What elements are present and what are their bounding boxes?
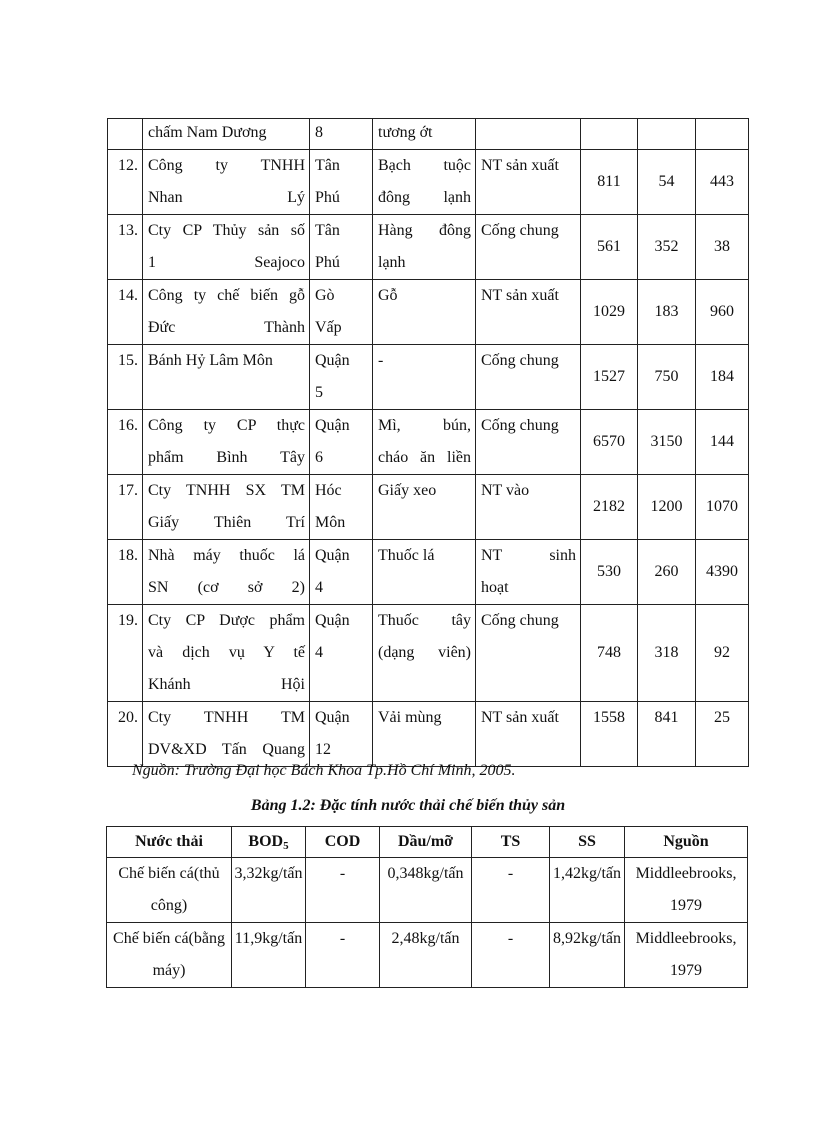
seafood-wastewater-table — [106, 826, 748, 988]
value-1: 6570 — [581, 410, 638, 475]
cell-line: , 1979 — [670, 930, 737, 979]
value-1: 561 — [581, 215, 638, 280]
ts-value: - — [472, 923, 550, 988]
cell-line: Chế biến cá — [118, 865, 194, 882]
cell-line: NT sinh — [481, 547, 576, 564]
value-3: 38 — [696, 215, 749, 280]
discharge — [476, 215, 581, 280]
cell-line: (bằng máy) — [152, 930, 225, 979]
cell-line: (thủ công) — [150, 865, 220, 914]
cell-line: SN (cơ sở 2) — [148, 579, 305, 596]
cell-line: Bánh Hỷ Lâm Môn — [148, 352, 273, 369]
source-note: Nguồn: Trường Đại học Bách Khoa Tp.Hồ Chí Minh, 2005. — [132, 762, 516, 779]
discharge — [476, 702, 581, 767]
cell-line: Khánh Hội — [148, 676, 305, 693]
cell-line: Cống chung — [481, 612, 559, 629]
value-3: 443 — [696, 150, 749, 215]
district — [310, 150, 373, 215]
cell-line: kg/tấn — [262, 865, 303, 882]
discharge — [476, 410, 581, 475]
company-name — [143, 540, 310, 605]
cell-line: Tân — [315, 222, 340, 239]
company-name — [143, 702, 310, 767]
cell-line: NT vào — [481, 482, 530, 499]
row-number: 13. — [108, 215, 143, 280]
cell-line: 2,48 — [391, 930, 420, 947]
value-1: 2182 — [581, 475, 638, 540]
district — [310, 605, 373, 702]
value-2: 352 — [638, 215, 696, 280]
cell-line: Hàng đông — [378, 222, 471, 239]
cell-line: Thuốc tây — [378, 612, 471, 629]
source-value — [625, 923, 748, 988]
district: 8 — [310, 119, 373, 150]
value-2: 54 — [638, 150, 696, 215]
cell-line: Môn — [315, 514, 346, 531]
cell-line: Vải mùng — [378, 709, 442, 726]
header-oil: Dầu/mỡ — [380, 827, 472, 858]
cell-line: kg/tấn — [581, 930, 621, 947]
cell-line: - — [378, 352, 384, 369]
ts-value: - — [472, 858, 550, 923]
product — [373, 410, 476, 475]
cell-line: Giấy Thiên Trí — [148, 514, 305, 531]
row-number: 18. — [108, 540, 143, 605]
cell-line: Gỗ — [378, 287, 398, 304]
cell-line: 0,348 — [387, 865, 424, 882]
cell-line: Quận — [315, 417, 350, 434]
cell-line: Đức Thành — [148, 319, 305, 336]
oil-value — [380, 923, 472, 988]
bod-value — [232, 923, 306, 988]
row-number: 12. — [108, 150, 143, 215]
company-name — [143, 605, 310, 702]
cell-line: Quận — [315, 709, 350, 726]
table-row — [108, 150, 749, 215]
company-name — [143, 345, 310, 410]
district — [310, 280, 373, 345]
cell-line: 4 — [315, 579, 323, 596]
header-source: Nguồn — [625, 827, 748, 858]
value-3: 144 — [696, 410, 749, 475]
wastewater-type — [107, 923, 232, 988]
company-name — [143, 150, 310, 215]
cell-line: Quận — [315, 612, 350, 629]
product — [373, 702, 476, 767]
value-2: 183 — [638, 280, 696, 345]
district — [310, 702, 373, 767]
row-number: 17. — [108, 475, 143, 540]
cell-line: DV&XD Tấn Quang — [148, 741, 305, 758]
oil-value — [380, 858, 472, 923]
ss-value — [550, 923, 625, 988]
header-ts: TS — [472, 827, 550, 858]
cell-line: Cty CP Thủy sản số — [148, 222, 305, 239]
cell-line: Tân — [315, 157, 340, 174]
cell-line: 8,92 — [553, 930, 581, 947]
cell-line: 11,9 — [234, 930, 263, 947]
value-1: 530 — [581, 540, 638, 605]
table-row — [108, 280, 749, 345]
discharge — [476, 280, 581, 345]
district — [310, 345, 373, 410]
cell-line: cháo ăn liền — [378, 449, 471, 466]
value-2: 841 — [638, 702, 696, 767]
cell-line: đông lạnh — [378, 189, 471, 206]
district — [310, 475, 373, 540]
table-header-row — [107, 827, 748, 858]
value-1: 1558 — [581, 702, 638, 767]
cell-line: Cống chung — [481, 417, 559, 434]
value-2: 750 — [638, 345, 696, 410]
product — [373, 215, 476, 280]
value-2: 3150 — [638, 410, 696, 475]
company-wastewater-table — [107, 118, 749, 767]
table-caption: Bảng 1.2: Đặc tính nước thải chế biến thủy sản — [250, 797, 566, 814]
value-1: 811 — [581, 150, 638, 215]
table-row — [108, 345, 749, 410]
cell-line: 1,42 — [553, 865, 581, 882]
value-3: 92 — [696, 605, 749, 702]
value-1: 1527 — [581, 345, 638, 410]
cell-line: Cty TNHH TM — [148, 709, 305, 726]
discharge — [476, 475, 581, 540]
cell-line: Công ty TNHH — [148, 157, 305, 174]
cell-line: Phú — [315, 254, 340, 271]
table-row — [108, 119, 749, 150]
cell-line: 1 Seajoco — [148, 254, 305, 271]
cell-line: Middleebrooks — [635, 930, 733, 947]
source-value — [625, 858, 748, 923]
cell-line: Công ty CP thực — [148, 417, 305, 434]
value-2: 318 — [638, 605, 696, 702]
value-3: 184 — [696, 345, 749, 410]
cell-line: kg/tấn — [423, 865, 464, 882]
district — [310, 215, 373, 280]
row-number: 16. — [108, 410, 143, 475]
value-3: 4390 — [696, 540, 749, 605]
value-3: 960 — [696, 280, 749, 345]
company-name — [143, 215, 310, 280]
cell-line: Cống chung — [481, 222, 559, 239]
cell-line: và dịch vụ Y tế — [148, 644, 305, 661]
row-number: 20. — [108, 702, 143, 767]
company-name — [143, 475, 310, 540]
cell-line: hoạt — [481, 579, 509, 596]
table-row — [108, 540, 749, 605]
table-row — [107, 923, 748, 988]
cell-line: Vấp — [315, 319, 342, 336]
product — [373, 280, 476, 345]
cell-line: Middleebrooks — [635, 865, 733, 882]
cell-line: (dạng viên) — [378, 644, 471, 661]
cell-line: kg/tấn — [419, 930, 460, 947]
header-ss: SS — [550, 827, 625, 858]
cell-line: kg/tấn — [581, 865, 621, 882]
bod-value — [232, 858, 306, 923]
product — [373, 605, 476, 702]
cell-line: 5 — [315, 384, 323, 401]
wastewater-type — [107, 858, 232, 923]
district — [310, 410, 373, 475]
row-number: 19. — [108, 605, 143, 702]
cell-line: Nhan Lý — [148, 189, 305, 206]
value-1: 748 — [581, 605, 638, 702]
table-row — [108, 702, 749, 767]
table-row — [108, 605, 749, 702]
discharge — [476, 345, 581, 410]
value-3: 1070 — [696, 475, 749, 540]
cell-line: Cống chung — [481, 352, 559, 369]
cell-line: Nhà máy thuốc lá — [148, 547, 305, 564]
row-number: 15. — [108, 345, 143, 410]
cell-line: Gò — [315, 287, 335, 304]
discharge — [476, 540, 581, 605]
header-cod: COD — [306, 827, 380, 858]
product — [373, 540, 476, 605]
cod-value: - — [306, 923, 380, 988]
table-row — [108, 410, 749, 475]
cell-line: Bạch tuộc — [378, 157, 471, 174]
cell-line: Quận — [315, 547, 350, 564]
cell-line: NT sản xuất — [481, 157, 559, 174]
table-row — [108, 215, 749, 280]
ss-value — [550, 858, 625, 923]
cell-line: Hóc — [315, 482, 342, 499]
cell-line: Phú — [315, 189, 340, 206]
cell-line: , 1979 — [670, 865, 737, 914]
cell-line: Giấy xeo — [378, 482, 437, 499]
company-name: chấm Nam Dương — [143, 119, 310, 150]
table-row — [107, 858, 748, 923]
row-number: 14. — [108, 280, 143, 345]
cell-line: phẩm Bình Tây — [148, 449, 305, 466]
company-name — [143, 410, 310, 475]
cod-value: - — [306, 858, 380, 923]
header-bod: $BOD_5$ — [232, 827, 306, 858]
cell-line: NT sản xuất — [481, 287, 559, 304]
cell-line: NT sản xuất — [481, 709, 559, 726]
district — [310, 540, 373, 605]
value-1: 1029 — [581, 280, 638, 345]
product — [373, 345, 476, 410]
cell-line: 4 — [315, 644, 323, 661]
cell-line: Công ty chế biến gỗ — [148, 287, 305, 304]
cell-line: Cty CP Dược phẩm — [148, 612, 305, 629]
cell-line: Chế biến cá — [113, 930, 189, 947]
table-row — [108, 475, 749, 540]
cell-line: lạnh — [378, 254, 406, 271]
product — [373, 150, 476, 215]
cell-line: 3,32 — [234, 865, 263, 882]
cell-line: 6 — [315, 449, 323, 466]
value-2: 260 — [638, 540, 696, 605]
product — [373, 475, 476, 540]
cell-line: 12 — [315, 741, 331, 758]
company-name — [143, 280, 310, 345]
header-wastewater: Nước thải — [107, 827, 232, 858]
value-2: 1200 — [638, 475, 696, 540]
discharge — [476, 605, 581, 702]
product: tương ớt — [373, 119, 476, 150]
cell-line: Thuốc lá — [378, 547, 435, 564]
cell-line: Mì, bún, — [378, 417, 471, 434]
value-3: 25 — [696, 702, 749, 767]
discharge — [476, 150, 581, 215]
cell-line: Quận — [315, 352, 350, 369]
cell-line: Cty TNHH SX TM — [148, 482, 305, 499]
cell-line: kg/tấn — [262, 930, 303, 947]
